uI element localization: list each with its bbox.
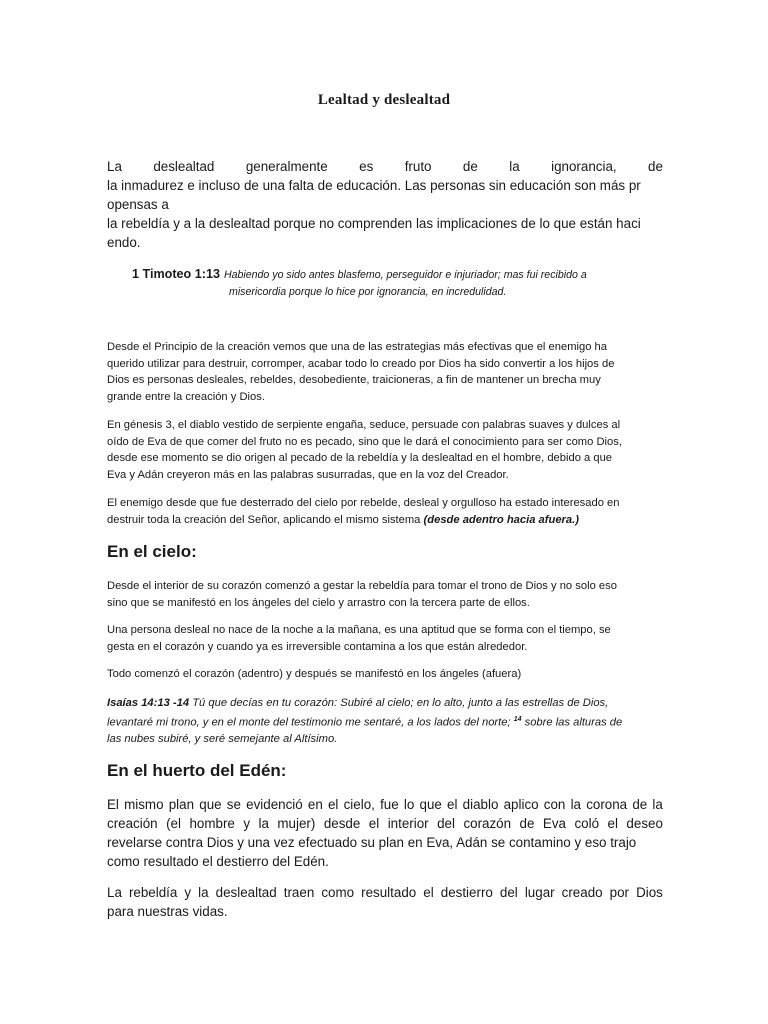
word: Dios xyxy=(636,885,663,900)
paragraph-mismo-plan xyxy=(107,795,663,871)
paragraph-text: destruir toda la creación del Señor, aplicando el mismo sistema xyxy=(107,513,424,526)
verse-timoteo xyxy=(132,266,652,301)
word: coló xyxy=(574,816,600,831)
paragraph-principio xyxy=(107,339,663,405)
paragraph-line: oído de Eva de que comer del fruto no es pecado, sino que le dará el conocimiento para ser como Dios, xyxy=(107,435,622,448)
word: del xyxy=(499,885,518,900)
word: mujer) xyxy=(277,816,316,831)
word: de xyxy=(648,159,663,174)
paragraph-line xyxy=(107,512,663,529)
intro-line: la inmadurez e incluso de una falta de educación. Las personas sin educación son más pr xyxy=(107,178,641,193)
paragraph-line: sino que se manifestó en los ángeles del cielo y arrastro con la tercera parte de ellos. xyxy=(107,596,530,609)
word: que xyxy=(419,797,442,812)
paragraph-justified-line xyxy=(107,814,663,833)
intro-line: la rebeldía y a la deslealtad porque no comprenden las implicaciones de lo que están haci xyxy=(107,216,641,231)
paragraph-line: Desde el Principio de la creación vemos que una de las estrategias más efectivas que el enemigo ha xyxy=(107,341,607,353)
verse-text: levantaré mi trono, y en el monte del testimonio me sentaré, a los lados del norte; xyxy=(107,716,514,729)
paragraph-persona-desleal xyxy=(107,622,663,655)
word: del xyxy=(437,816,455,831)
paragraph-line: querido utilizar para destruir, corromper, acabar todo lo creado por Dios ha sido convertir a los hijos de xyxy=(107,357,615,370)
verse-text: misericordia porque lo hice por ignorancia, en incredulidad. xyxy=(229,286,507,298)
paragraph-line: revelarse contra Dios y una vez efectuado su plan en Eva, Adán se contamino y eso trajo xyxy=(107,835,637,850)
word: deslealtad xyxy=(215,885,277,900)
paragraph-line: Todo comenzó el corazón (adentro) y después se manifestó en los ángeles (afuera) xyxy=(107,668,522,680)
word: por xyxy=(609,885,630,900)
word: de xyxy=(632,797,648,812)
paragraph-line: El enemigo desde que fue desterrado del cielo por rebelde, desleal y orgulloso ha estado interesado en xyxy=(107,497,620,509)
word: Eva xyxy=(542,816,566,831)
word: desde xyxy=(323,816,361,831)
word: La xyxy=(107,885,122,900)
word: interior xyxy=(387,816,429,831)
word: la xyxy=(570,797,581,812)
word: ignorancia, xyxy=(551,159,617,174)
verse-line: las nubes subiré, y seré semejante al Altísimo. xyxy=(107,732,338,745)
emphasis-text: (desde adentro hacia afuera.) xyxy=(423,513,579,526)
paragraph-line: Dios es personas desleales, rebeldes, desobediente, traicioneras, a fin de mantener un brecha muy xyxy=(107,374,601,386)
paragraph-justified-line xyxy=(107,795,663,814)
word: el xyxy=(607,816,618,831)
word: lo xyxy=(403,797,415,812)
intro-line: endo. xyxy=(107,235,141,250)
document-title: Lealtad y deslealtad xyxy=(317,92,451,108)
word: creación xyxy=(107,816,158,831)
word: resultado xyxy=(361,885,417,900)
verse-text: Tú que decías en tu corazón: Subiré al cielo; en lo alto, junto a las estrellas de Dios, xyxy=(189,697,609,709)
word: de xyxy=(462,159,478,174)
paragraph-line: grande entre la creación y Dios. xyxy=(107,390,265,403)
intro-justified-line xyxy=(107,157,663,176)
word: que xyxy=(199,797,222,812)
paragraph-genesis xyxy=(107,417,663,483)
paragraph-line: Desde el interior de su corazón comenzó a gestar la rebeldía para tomar el trono de Dios y no solo eso xyxy=(107,580,617,592)
word: deslealtad xyxy=(153,159,215,174)
intro-paragraph xyxy=(107,157,663,252)
paragraph-line: gesta en el corazón y cuando ya es irreversible contamina a los que están alrededor. xyxy=(107,640,528,653)
intro-line: opensas a xyxy=(107,197,169,212)
verse-reference: 1 Timoteo 1:13 xyxy=(132,267,220,281)
verse-line xyxy=(107,712,663,731)
verse-isaias xyxy=(107,695,663,747)
word: la xyxy=(652,797,663,812)
paragraph-line: Eva y Adán creyeron más en las palabras susurradas, que en la voz del Creador. xyxy=(107,468,509,481)
word: rebeldía xyxy=(128,885,178,900)
paragraph-todo-comenzo xyxy=(107,666,663,683)
word: la xyxy=(198,885,209,900)
word: es xyxy=(359,159,374,174)
verse-text: sobre las alturas de xyxy=(521,716,623,729)
word: aplico xyxy=(503,797,539,812)
word: corona xyxy=(586,797,628,812)
word: deseo xyxy=(626,816,663,831)
paragraph-line: como resultado el destierro del Edén. xyxy=(107,854,329,869)
paragraph-line: para nuestras vidas. xyxy=(107,904,228,919)
word: fruto xyxy=(404,159,432,174)
word: La xyxy=(107,159,122,174)
word: y xyxy=(184,885,192,900)
word: plan xyxy=(168,797,195,812)
word: corazón xyxy=(463,816,512,831)
paragraph-enemigo xyxy=(107,495,663,528)
verse-reference: Isaías 14:13 -14 xyxy=(107,697,190,709)
section-heading-eden: En el huerto del Edén: xyxy=(107,761,287,780)
paragraph-justified-line xyxy=(107,883,663,902)
word: la xyxy=(509,159,520,174)
word: de xyxy=(519,816,535,831)
paragraph-rebeldia xyxy=(107,883,663,921)
verse-line xyxy=(107,695,663,712)
word: generalmente xyxy=(245,159,328,174)
paragraph-corazon xyxy=(107,578,663,611)
section-heading-cielo: En el cielo: xyxy=(107,542,197,561)
word: evidenció xyxy=(246,797,303,812)
word: hombre xyxy=(189,816,235,831)
word: y xyxy=(243,816,251,831)
word: creado xyxy=(561,885,603,900)
word: (el xyxy=(166,816,181,831)
word: mismo xyxy=(124,797,164,812)
word: fue xyxy=(380,797,399,812)
word: El xyxy=(107,797,119,812)
word: lugar xyxy=(524,885,555,900)
word: el xyxy=(368,816,380,831)
verse-number: 14 xyxy=(513,715,522,723)
verse-text: Habiendo yo sido antes blasfemo, perseguidor e injuriador; mas fui recibido a xyxy=(223,269,587,281)
word: el xyxy=(447,797,458,812)
word: el xyxy=(327,797,339,812)
word: cielo, xyxy=(343,797,375,812)
paragraph-line: Una persona desleal no nace de la noche a la mañana, es una aptitud que se forma con el tiempo, se xyxy=(107,624,611,636)
word: se xyxy=(226,797,241,812)
word: traen xyxy=(283,885,315,900)
paragraph-line: desde ese momento se dio origen al pecado de la rebeldía y la deslealtad en el hombre, debido a que xyxy=(107,452,613,464)
paragraph-line: En génesis 3, el diablo vestido de serpiente engaña, seduce, persuade con palabras suaves y dulces al xyxy=(107,419,621,431)
word: en xyxy=(307,797,323,812)
word: la xyxy=(258,816,269,831)
word: con xyxy=(543,797,566,812)
word: destierro xyxy=(440,885,493,900)
word: como xyxy=(321,885,355,900)
word: diablo xyxy=(462,797,499,812)
word: el xyxy=(423,885,434,900)
